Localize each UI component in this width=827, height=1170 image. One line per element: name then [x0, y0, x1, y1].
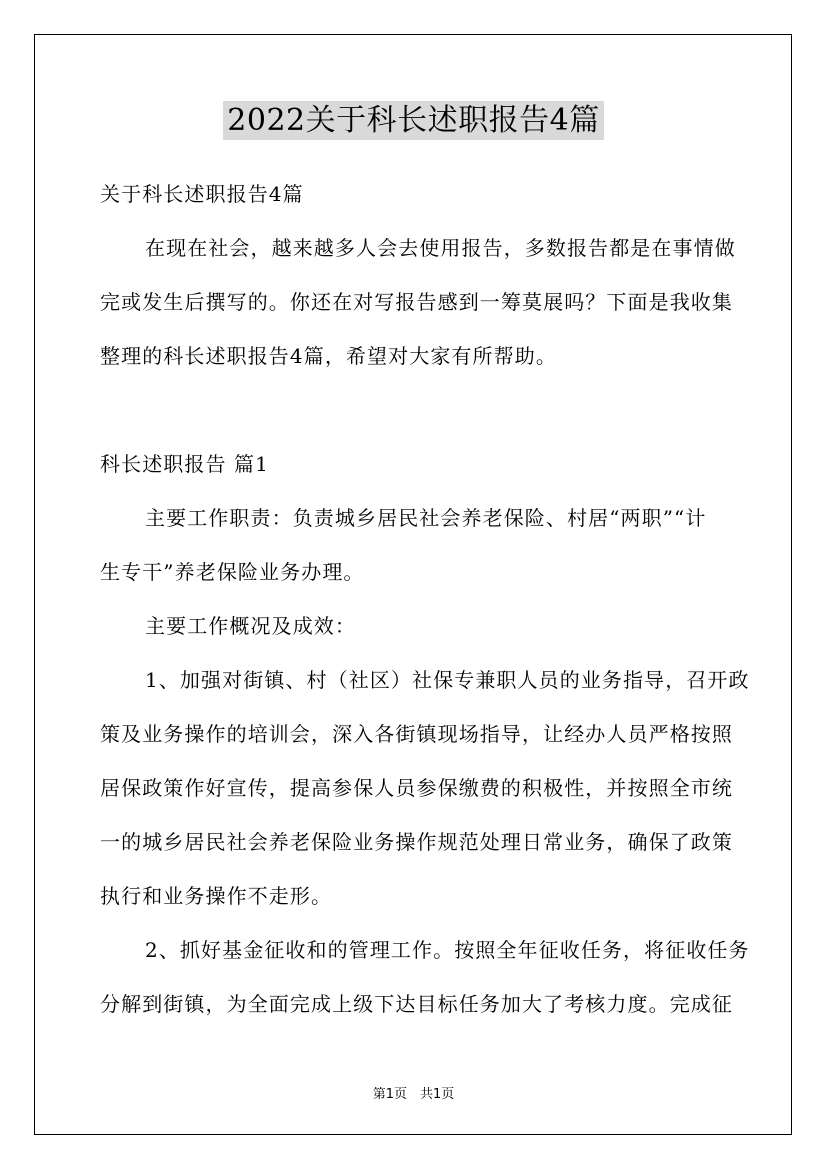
item1-line-1: 1、加强对街镇、村（社区）社保专兼职人员的业务指导，召开政 — [145, 668, 750, 692]
item1-line-2: 策及业务操作的培训会，深入各街镇现场指导，让经办人员严格按照 — [100, 722, 733, 746]
item2-line-1: 2、抓好基金征收和的管理工作。按照全年征收任务，将征收任务 — [145, 938, 750, 962]
document-title-text: 2022关于科长述职报告4篇 — [223, 101, 603, 140]
intro-line-2: 完或发生后撰写的。你还在对写报告感到一筹莫展吗？下面是我收集 — [100, 290, 733, 314]
page-footer: 第1页 共1页 — [372, 1087, 455, 1102]
item1-line-3: 居保政策作好宣传，提高参保人员参保缴费的积极性，并按照全市统 — [100, 776, 733, 800]
overview-heading: 主要工作概况及成效： — [145, 614, 356, 638]
item1-line-5: 执行和业务操作不走形。 — [100, 884, 333, 908]
duty-line-1: 主要工作职责：负责城乡居民社会养老保险、村居“两职”“计 — [145, 506, 707, 530]
item1-line-4: 一的城乡居民社会养老保险业务操作规范处理日常业务，确保了政策 — [100, 830, 733, 854]
section-heading: 科长述职报告 篇1 — [100, 452, 269, 476]
document-subtitle: 关于科长述职报告4篇 — [100, 182, 304, 206]
intro-line-3: 整理的科长述职报告4篇，希望对大家有所帮助。 — [100, 344, 557, 368]
intro-line-1: 在现在社会，越来越多人会去使用报告，多数报告都是在事情做 — [145, 236, 736, 260]
item2-line-2: 分解到街镇，为全面完成上级下达目标任务加大了考核力度。完成征 — [100, 992, 733, 1016]
duty-line-2: 生专干”养老保险业务办理。 — [100, 560, 365, 584]
document-title — [0, 100, 827, 142]
